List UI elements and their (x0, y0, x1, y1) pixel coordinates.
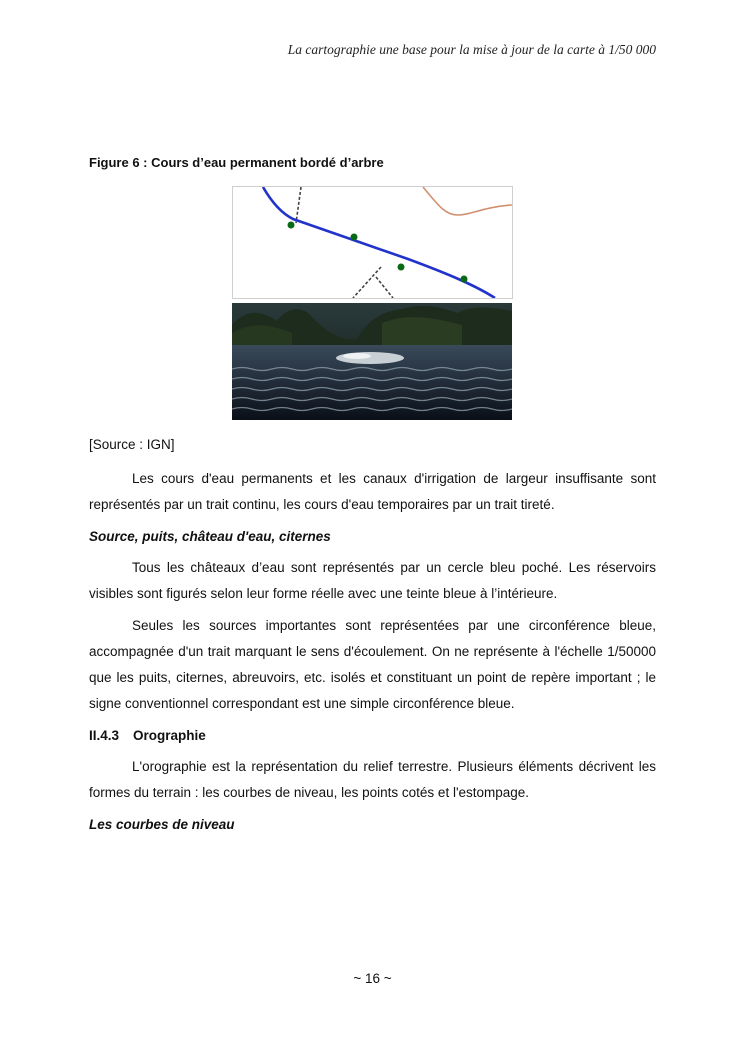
figure-caption: Figure 6 : Cours d’eau permanent bordé d’arbre (89, 155, 384, 170)
map-symbology-illustration (233, 187, 512, 298)
running-header: La cartographie une base pour la mise à jour de la carte à 1/50 000 (287, 42, 656, 57)
subheading-contours: Les courbes de niveau (89, 817, 235, 832)
path-dashed-line-2 (353, 267, 381, 298)
river-photo-illustration (232, 303, 512, 420)
rapid-white-water (336, 352, 404, 364)
subheading-sources: Source, puits, château d'eau, citernes (89, 529, 331, 544)
figure-source: [Source : IGN] (89, 437, 175, 452)
tree-symbol (461, 276, 468, 283)
section-title: Orographie (133, 728, 206, 743)
tree-symbol (288, 222, 295, 229)
page-number: ~ 16 ~ (353, 971, 392, 986)
body-text (89, 466, 656, 838)
road-line (423, 187, 512, 215)
paragraph-4: L'orographie est la représentation du relief terrestre. Plusieurs éléments décrivent les formes du terrain : les courbes de niveau, les points cotés et l'estompage. (89, 759, 656, 800)
section-heading (89, 723, 656, 749)
tree-symbol (398, 264, 405, 271)
tree-symbol (351, 234, 358, 241)
section-number: II.4.3 (89, 728, 120, 743)
path-dashed-line (296, 187, 301, 223)
paragraph-1: Les cours d'eau permanents et les canaux d'irrigation de largeur insuffisante sont représentés par un trait continu, les cours d'eau temporaires par un trait tireté. (89, 471, 656, 512)
paragraph-3: Seules les sources importantes sont représentées par une circonférence bleue, accompagnée d'un trait marquant le sens d'écoulement. On ne représente à l'échelle 1/50000 que les puits, citernes, abreuvoirs, etc. isolés et constituant un point de repère important ; le signe conventionnel correspondant est une simple circonférence bleue. (89, 618, 656, 711)
paragraph-2: Tous les châteaux d’eau sont représentés par un cercle bleu poché. Les réservoirs visibles sont figurés selon leur forme réelle avec une teinte bleue à l’intérieure. (89, 560, 656, 601)
river-photo (232, 303, 512, 420)
path-dashed-line-3 (376, 277, 393, 298)
map-excerpt (232, 186, 513, 299)
